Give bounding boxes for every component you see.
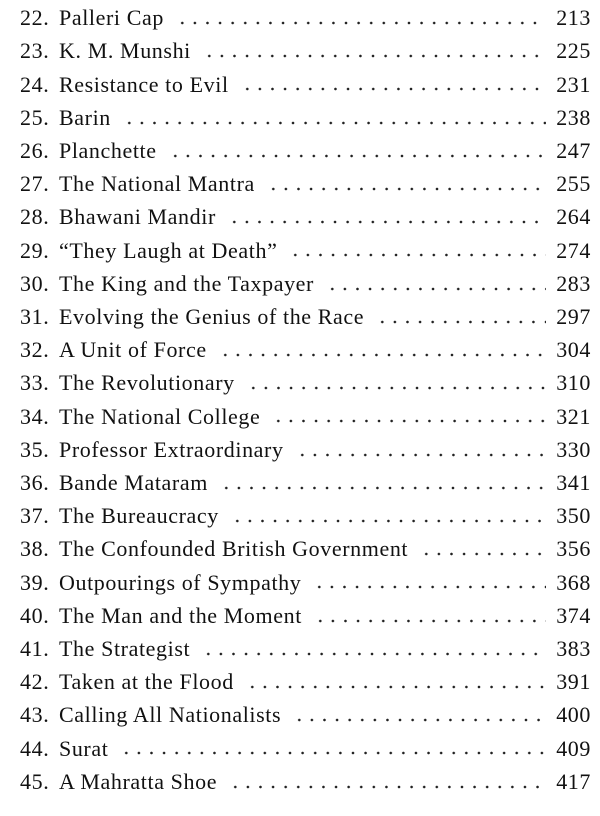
dot-leader [176,20,546,26]
chapter-title: The Revolutionary [59,370,235,396]
chapter-number: 26. [20,138,50,164]
page-number: 383 [556,636,591,662]
chapter-number: 38. [20,536,50,562]
chapter-number: 42. [20,669,50,695]
toc-entry [0,333,600,368]
dot-leader [220,485,546,491]
chapter-title: Bande Mataram [59,470,208,496]
dot-leader [296,452,546,458]
chapter-number: 32. [20,337,50,363]
page-number: 391 [556,669,591,695]
toc-entry [0,399,600,434]
toc-entry [0,731,600,766]
chapter-title: Planchette [59,138,157,164]
toc-entry [0,499,600,534]
page-number: 274 [556,237,591,263]
chapter-title: Palleri Cap [59,5,164,31]
page-number: 213 [556,5,591,31]
page-number: 310 [556,370,591,396]
chapter-number: 40. [20,602,50,628]
page-number: 409 [556,735,591,761]
page-number: 297 [556,304,591,330]
dot-leader [420,551,546,557]
dot-leader [293,717,546,723]
chapter-number: 22. [20,5,50,31]
toc-entry [0,34,600,69]
chapter-number: 24. [20,71,50,97]
chapter-title: Professor Extraordinary [59,436,284,462]
toc-entry [0,565,600,600]
toc-entry [0,599,600,634]
page-number: 350 [556,503,591,529]
toc-entry [0,233,600,268]
page-number: 304 [556,337,591,363]
toc-entry [0,134,600,169]
chapter-number: 30. [20,270,50,296]
page-number: 368 [556,569,591,595]
dot-leader [267,186,546,192]
dot-leader [202,651,546,657]
chapter-title: A Mahratta Shoe [59,768,218,794]
toc-entry [0,532,600,567]
toc-entry [0,632,600,667]
page-number: 283 [556,270,591,296]
page-number: 247 [556,138,591,164]
dot-leader [289,252,546,258]
dot-leader [241,86,546,92]
chapter-title: The Man and the Moment [59,602,302,628]
dot-leader [229,784,546,790]
chapter-number: 23. [20,38,50,64]
chapter-title: Resistance to Evil [59,71,229,97]
dot-leader [231,518,546,524]
chapter-title: Surat [59,735,109,761]
chapter-title: The National College [59,403,261,429]
toc-entry [0,101,600,136]
chapter-number: 33. [20,370,50,396]
dot-leader [203,53,546,59]
dot-leader [246,684,546,690]
page-number: 417 [556,768,591,794]
chapter-title: The Confounded British Government [59,536,409,562]
page-number: 374 [556,602,591,628]
toc-entry [0,167,600,202]
toc-entry [0,665,600,700]
chapter-title: Bhawani Mandir [59,204,216,230]
chapter-number: 36. [20,470,50,496]
page-number: 321 [556,403,591,429]
chapter-title: Evolving the Genius of the Race [59,304,365,330]
chapter-number: 37. [20,503,50,529]
page-number: 238 [556,104,591,130]
page-number: 330 [556,436,591,462]
chapter-title: Outpourings of Sympathy [59,569,302,595]
page-number: 356 [556,536,591,562]
page-number: 400 [556,702,591,728]
page-number: 255 [556,171,591,197]
toc-entry [0,765,600,800]
toc-entry [0,1,600,36]
chapter-number: 45. [20,768,50,794]
dot-leader [169,153,546,159]
dot-leader [376,319,546,325]
chapter-title: Calling All Nationalists [59,702,282,728]
chapter-number: 28. [20,204,50,230]
chapter-title: The Bureaucracy [59,503,219,529]
toc-entry [0,67,600,102]
chapter-number: 44. [20,735,50,761]
dot-leader [120,750,546,756]
page-number: 231 [556,71,591,97]
chapter-title: The National Mantra [59,171,255,197]
toc-entry [0,466,600,501]
toc-entry [0,433,600,468]
chapter-title: A Unit of Force [59,337,207,363]
toc-entry [0,200,600,235]
chapter-number: 25. [20,104,50,130]
toc-entry [0,366,600,401]
dot-leader [123,120,546,126]
toc-entry [0,698,600,733]
chapter-title: The King and the Taxpayer [59,270,314,296]
chapter-number: 35. [20,436,50,462]
dot-leader [247,385,546,391]
chapter-title: Taken at the Flood [59,669,234,695]
chapter-title: The Strategist [59,636,191,662]
chapter-number: 29. [20,237,50,263]
page-number: 264 [556,204,591,230]
chapter-number: 27. [20,171,50,197]
chapter-title: Barin [59,104,111,130]
dot-leader [326,286,546,292]
chapter-number: 41. [20,636,50,662]
dot-leader [314,618,546,624]
dot-leader [272,418,546,424]
chapter-title: “They Laugh at Death” [59,237,278,263]
chapter-title: K. M. Munshi [59,38,191,64]
page-number: 341 [556,470,591,496]
chapter-number: 43. [20,702,50,728]
dot-leader [219,352,546,358]
page-number: 225 [556,38,591,64]
dot-leader [228,219,546,225]
toc-entry [0,300,600,335]
chapter-number: 34. [20,403,50,429]
chapter-number: 39. [20,569,50,595]
toc-entry [0,267,600,302]
chapter-number: 31. [20,304,50,330]
dot-leader [313,584,546,590]
